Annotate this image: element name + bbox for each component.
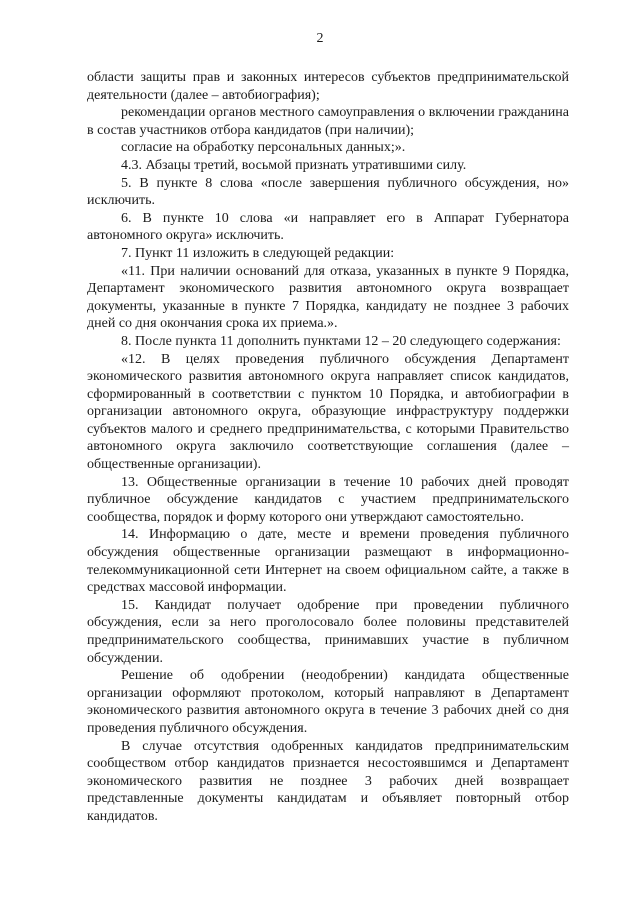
paragraph: 4.3. Абзацы третий, восьмой признать утратившими силу. xyxy=(121,157,467,173)
paragraph: 6. В пункте 10 слова «и направляет его в Аппарат Губернатора автономного округа» исключить. xyxy=(87,210,569,244)
paragraph: «12. В целях проведения публичного обсуждения Департамент экономического развития автономного округа направляет список кандидатов, сформированный в соответствии с пунктом 10 Порядка, и автобиографии в организации автономного округа, образующие инфраструктуру поддержки субъектов малого и среднего предпринимательства, с которыми Правительство автономного округа заключило соответствующие соглашения (далее – общественные организации). xyxy=(87,351,569,473)
paragraph: «11. При наличии оснований для отказа, указанных в пункте 9 Порядка, Департамент экономического развития автономного округа возвращает документы, указанные в пункте 7 Порядка, кандидату не позднее 3 рабочих дней со дня окончания срока их приема.». xyxy=(87,263,569,332)
paragraph: В случае отсутствия одобренных кандидатов предпринимательским сообществом отбор кандидатов признается несостоявшимся и Департамент экономического развития не позднее 3 рабочих дней возвращает представленные документы кандидатам и объявляет повторный отбор кандидатов. xyxy=(87,738,569,824)
document-body xyxy=(87,69,569,826)
paragraph: 15. Кандидат получает одобрение при проведении публичного обсуждения, если за него проголосовало более половины представителей предпринимательского сообщества, принимавших участие в публичном обсуждении. xyxy=(87,597,569,666)
paragraph: области защиты прав и законных интересов субъектов предпринимательской деятельности (далее – автобиография); xyxy=(87,70,569,103)
page-number: 2 xyxy=(316,31,324,46)
paragraph: 7. Пункт 11 изложить в следующей редакции: xyxy=(121,245,395,261)
paragraph: согласие на обработку персональных данных;». xyxy=(121,140,406,156)
paragraph: рекомендации органов местного самоуправления о включении гражданина в состав участников отбора кандидатов (при наличии); xyxy=(87,105,569,138)
paragraph: 14. Информацию о дате, месте и времени проведения публичного обсуждения общественные организации размещают в информационно-телекоммуникационной сети Интернет на своем официальном сайте, а также в средствах массовой информации. xyxy=(87,527,569,596)
paragraph: 8. После пункта 11 дополнить пунктами 12 – 20 следующего содержания: xyxy=(121,333,561,349)
paragraph: Решение об одобрении (неодобрении) кандидата общественные организации оформляют протоколом, который направляют в Департамент экономического развития автономного округа в течение 3 рабочих дней со дня проведения публичного обсуждения. xyxy=(87,668,569,736)
paragraph: 5. В пункте 8 слова «после завершения публичного обсуждения, но» исключить. xyxy=(87,175,569,209)
paragraph: 13. Общественные организации в течение 10 рабочих дней проводят публичное обсуждение кандидатов с участием предпринимательского сообщества, порядок и форму которого они утверждают самостоятельно. xyxy=(87,474,569,525)
